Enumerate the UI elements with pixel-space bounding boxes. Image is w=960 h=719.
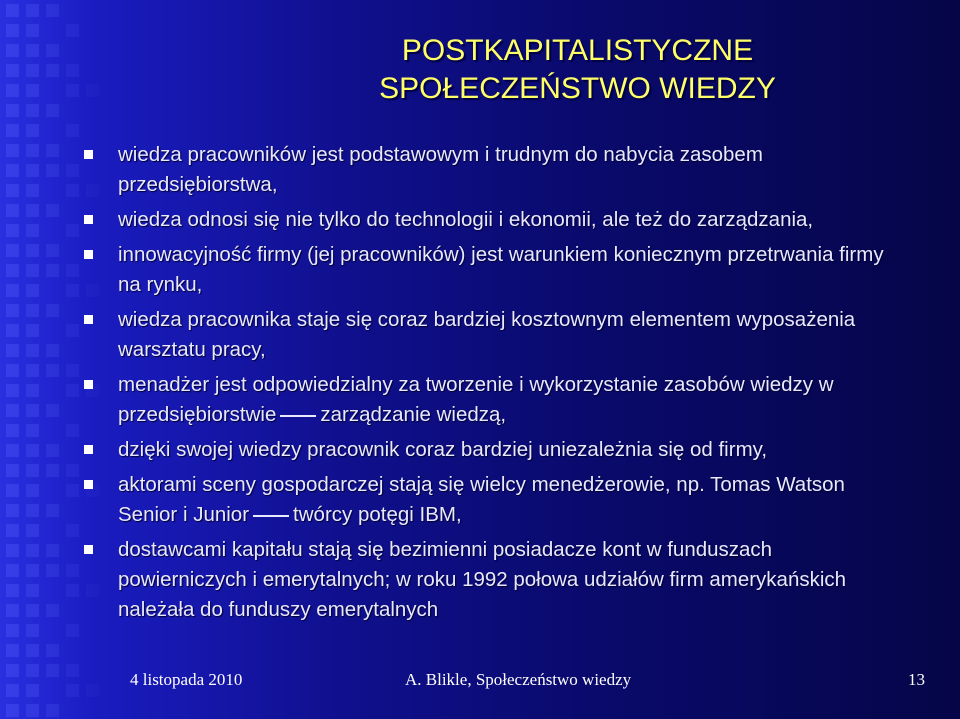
bullet-square-icon [84,150,93,159]
bullet-item: dostawcami kapitału stają się bezimienni posiadacze kont w funduszach powierniczych i emerytalnych; w roku 1992 połowa udziałów firm amerykańskich należała do funduszy emerytalnych [80,535,895,625]
page-number: 13 [908,670,925,689]
bullet-item: wiedza odnosi się nie tylko do technologii i ekonomii, ale też do zarządzania, [80,205,895,235]
footer-author: A. Blikle, Społeczeństwo wiedzy [405,670,632,689]
title-line-2: SPOŁECZEŃSTWO WIEDZY [379,72,776,105]
slide-title [115,32,960,108]
bullet-item: menadżer jest odpowiedzialny za tworzenie i wykorzystanie zasobów wiedzy w przedsiębiorstwie zarządzanie wiedzą, [80,370,895,430]
dash-icon [253,515,289,517]
bullet-item: wiedza pracownika staje się coraz bardziej kosztownym elementem wyposażenia warsztatu pracy, [80,305,895,365]
bullet-square-icon [84,315,93,324]
bullet-item: innowacyjność firmy (jej pracowników) jest warunkiem koniecznym przetrwania firmy na rynku, [80,240,895,300]
bullet-square-icon [84,545,93,554]
dash-icon [280,415,316,417]
bullet-item: wiedza pracowników jest podstawowym i trudnym do nabycia zasobem przedsiębiorstwa, [80,140,895,200]
bullet-square-icon [84,380,93,389]
bullet-item: aktorami sceny gospodarczej stają się wielcy menedżerowie, np. Tomas Watson Senior i Junior twórcy potęgi IBM, [80,470,895,530]
bullet-list [80,140,895,630]
bullet-square-icon [84,480,93,489]
bullet-square-icon [84,215,93,224]
footer-date: 4 listopada 2010 [130,670,243,689]
title-line-1: POSTKAPITALISTYCZNE [401,34,754,67]
footer [0,670,960,694]
bullet-square-icon [84,250,93,259]
bullet-square-icon [84,445,93,454]
bullet-item: dzięki swojej wiedzy pracownik coraz bardziej uniezależnia się od firmy, [80,435,895,465]
